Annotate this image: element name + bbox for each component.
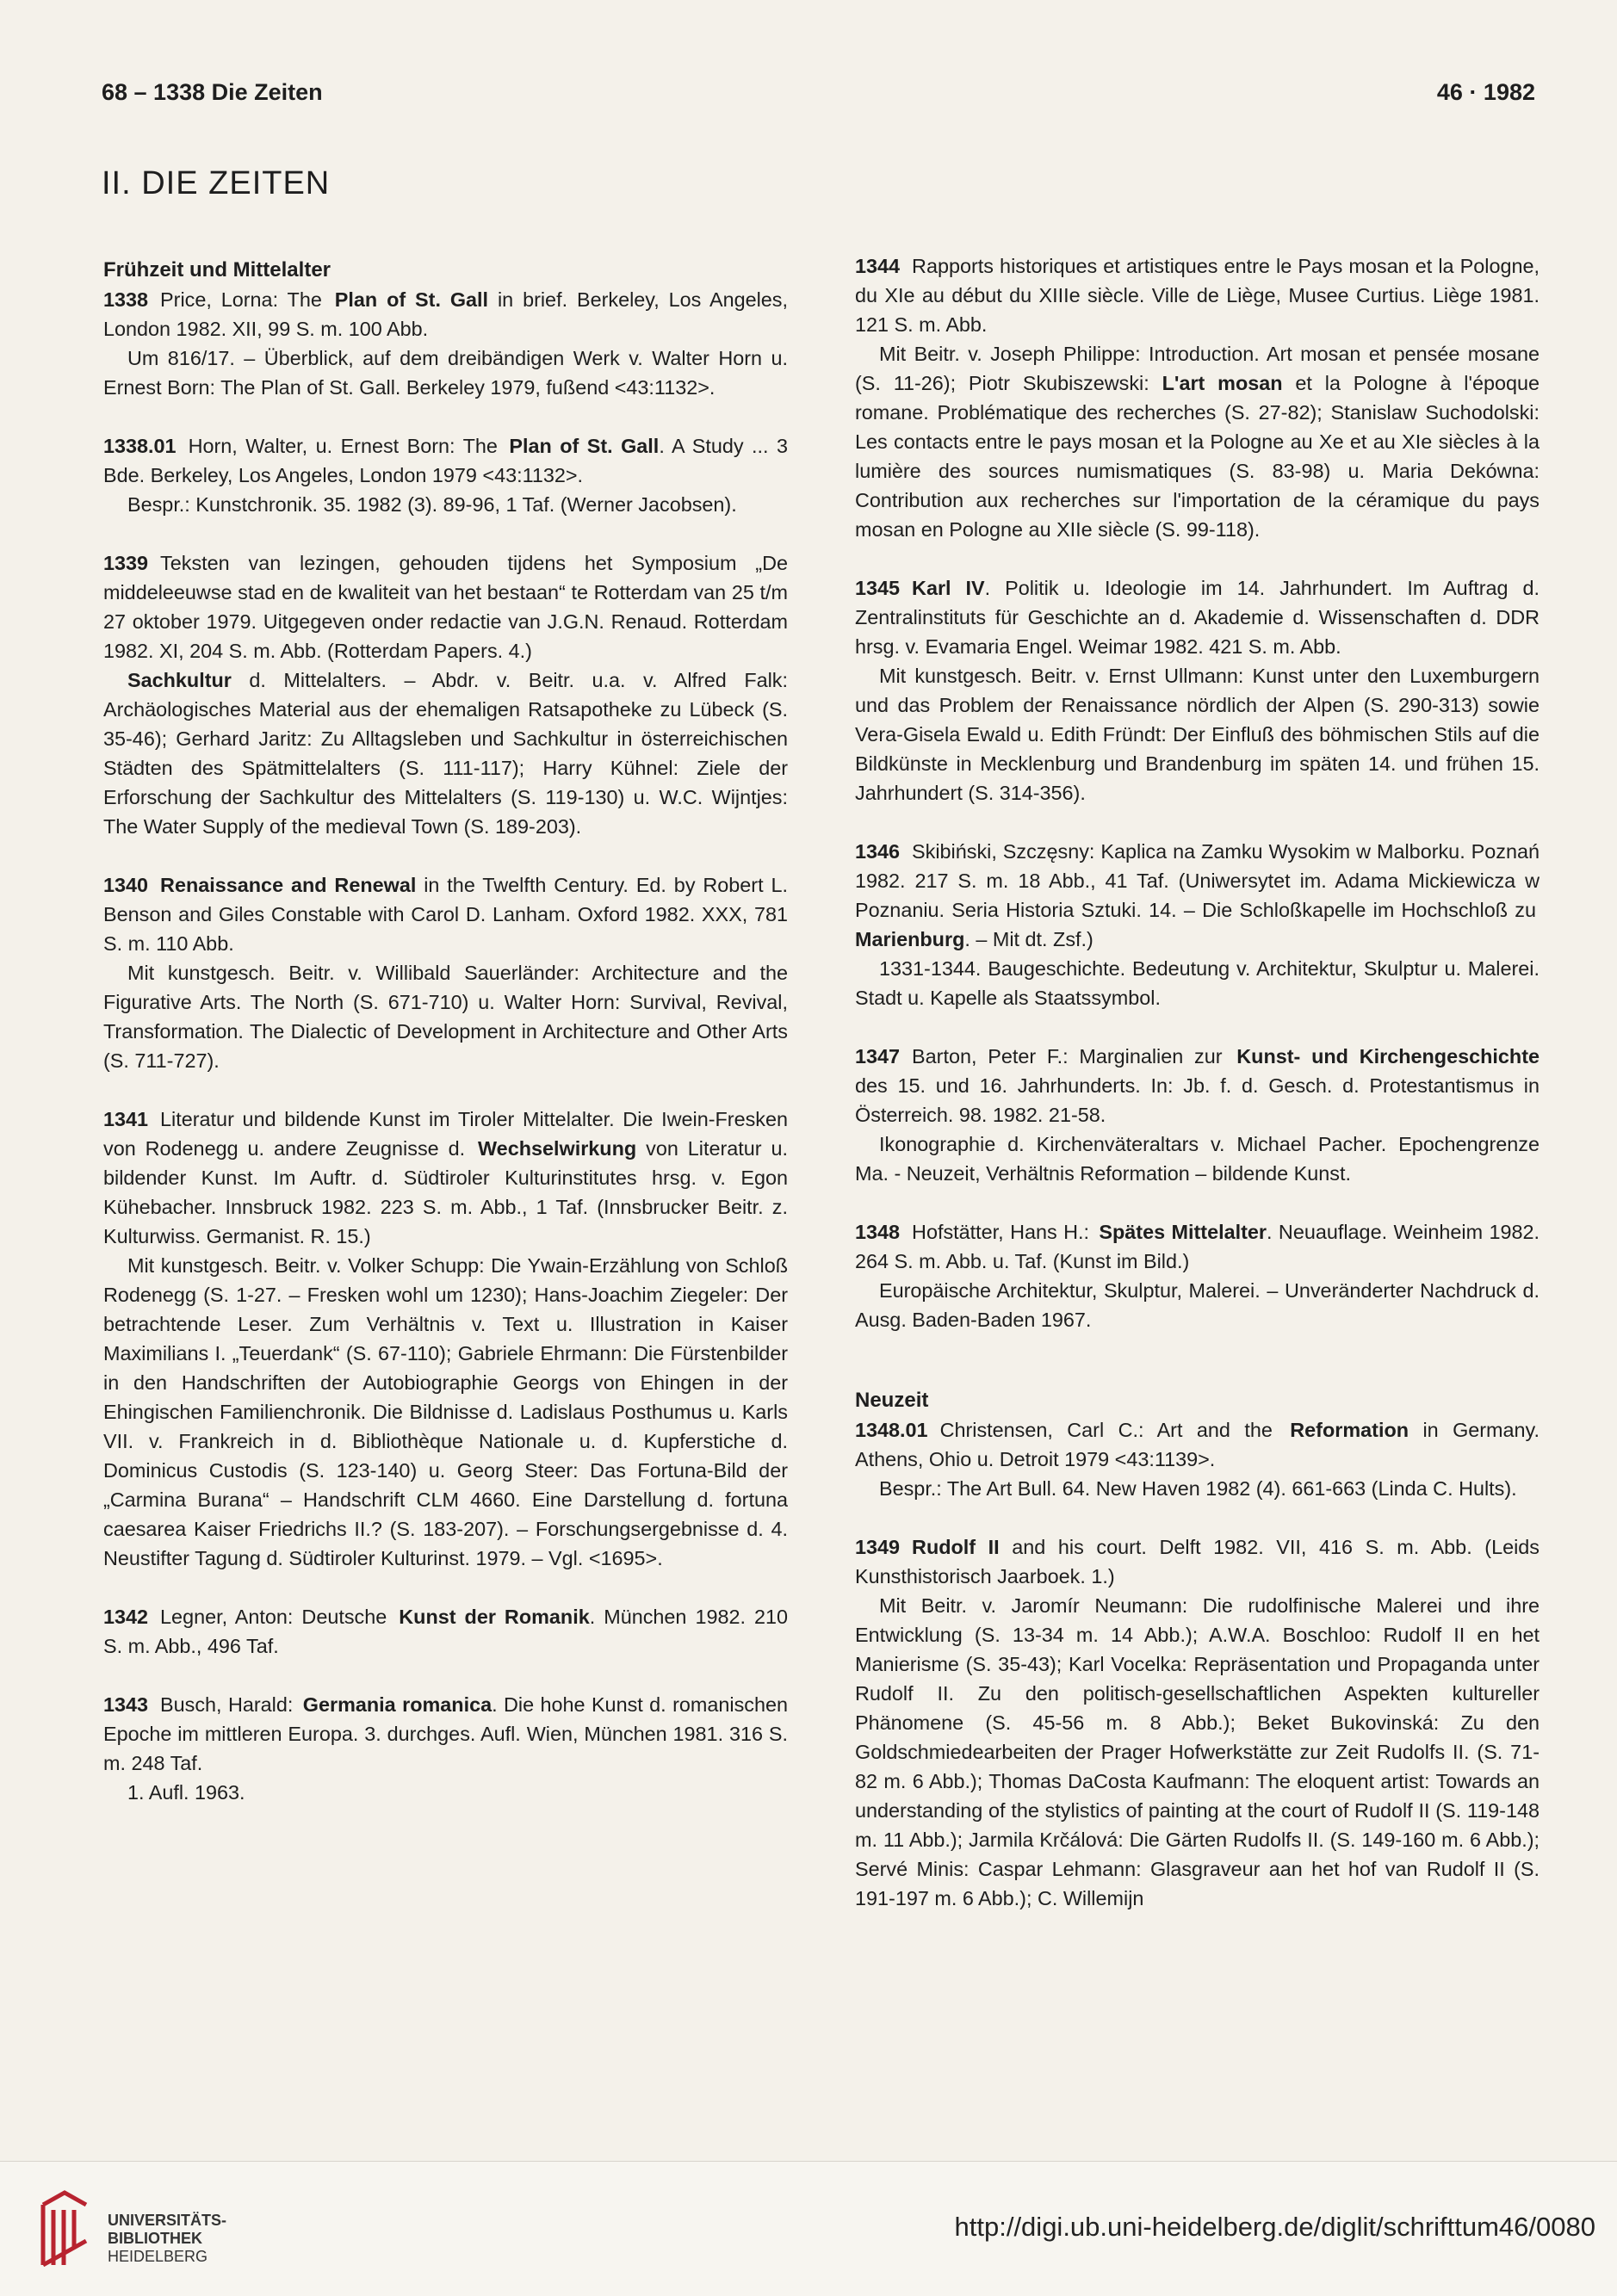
- entry-keyword: Germania romanica: [302, 1693, 493, 1716]
- entry-note: Mit kunstgesch. Beitr. v. Willibald Sauerländer: Architecture and the Figurative Arts. The North (S. 671-710) u. Walter Horn: Survival, Revival, Transformation. The Dialectic of Development in Architecture and Other Arts (S. 711-727).: [103, 962, 788, 1072]
- entry-1343: 1343 Busch, Harald: Germania romanica. Die hohe Kunst d. romanischen Epoche im mittleren Europa. 3. durchges. Aufl. Wien, München 1981. 316 S. m. 248 Taf. 1. Aufl. 1963.: [103, 1690, 788, 1807]
- entry-note: 1331-1344. Baugeschichte. Bedeutung v. Architektur, Skulptur u. Malerei. Stadt u. Kapelle als Staatssymbol.: [855, 957, 1540, 1009]
- entry-note: Mit Beitr. v. Jaromír Neumann: Die rudolfinische Malerei und ihre Entwicklung (S. 13-34 m. 14 Abb.); A.W.A. Boschloo: Rudolf II en het Manierisme (S. 35-43); Karl Vocelka: Repräsentation und Propaganda unter Rudolf II. Zu den politisch-gesellschaftlichen Aspekten kultureller Phänomene (S. 45-56 m. 8 Abb.); Beket Bukovinská: Zu den Goldschmiedearbeiten der Prager Hofwerkstätte zur Zeit Rudolfs II. (S. 71-82 m. 6 Abb.); Thomas DaCosta Kaufmann: The eloquent artist: Towards an understanding of the stylistics of painting at the court of Rudolf II (S. 119-148 m. 11 Abb.); Jarmila Krčálová: Die Gärten Rudolfs II. (S. 149-160 m. 6 Abb.); Servé Minis: Caspar Lehmann: Glasgraveur aan het hof van Rudolf II (S. 191-197 m. 6 Abb.); C. Willemijn: [855, 1594, 1540, 1909]
- entry-keyword: Spätes Mittelalter: [1099, 1221, 1267, 1243]
- entry-1340: 1340 Renaissance and Renewal in the Twelfth Century. Ed. by Robert L. Benson and Giles Constable with Carol D. Lanham. Oxford 1982. XXX, 781 S. m. 110 Abb. Mit kunstgesch. Beitr. v. Willibald Sauerländer: Architecture and the Figurative Arts. The North (S. 671-710) u. Walter Horn: Survival, Revival, Transformation. The Dialectic of Development in Architecture and Other Arts (S. 711-727).: [103, 870, 788, 1075]
- entry-1339: 1339 Teksten van lezingen, gehouden tijdens het Symposium „De middeleeuwse stad en de kwaliteit van het bestaan“ te Rotterdam van 25 t/m 27 oktober 1979. Uitgegeven onder redactie van J.G.N. Renaud. Rotterdam 1982. XI, 204 S. m. Abb. (Rotterdam Papers. 4.) Sachkultur d. Mittelalters. – Abdr. v. Beitr. u.a. v. Alfred Falk: Archäologisches Material aus der ehemaligen Ratsapotheke zu Lübeck (S. 35-46); Gerhard Jaritz: Zu Alltagsleben und Sachkultur in österreichischen Städten des Spätmittelalters (S. 111-117); Harry Kühnel: Ziele der Erforschung der Sachkultur des Mittelalters (S. 119-130) u. W.C. Wijntjes: The Water Supply of the medieval Town (S. 189-203).: [103, 548, 788, 841]
- entry-keyword: Marienburg: [855, 928, 965, 950]
- entry-keyword: Sachkultur: [127, 669, 232, 691]
- entry-keyword: Renaissance and Renewal: [160, 874, 417, 896]
- entry-note: Europäische Architektur, Skulptur, Malerei. – Unveränderter Nachdruck d. Ausg. Baden-Baden 1967.: [855, 1279, 1540, 1331]
- entry-number: 1345: [855, 577, 901, 599]
- entry-number: 1338.01: [103, 435, 177, 457]
- entry-note: Bespr.: Kunstchronik. 35. 1982 (3). 89-96, 1 Taf. (Werner Jacobsen).: [127, 493, 737, 516]
- entry-1342: 1342 Legner, Anton: Deutsche Kunst der Romanik. München 1982. 210 S. m. Abb., 496 Taf.: [103, 1606, 789, 1657]
- ub-heidelberg-logo-icon: [34, 2188, 95, 2270]
- digitization-footer: [0, 2161, 1617, 2296]
- entry-note: Mit Beitr. v. Joseph Philippe: Introduction. Art mosan et pensée mosane (S. 11-26); Piotr Skubiszewski: L'art mosan et la Pologne à l'époque romane. Problématique des recherches (S. 27-82); Stanislaw Suchodolski: Les contacts entre le pays mosan et la Pologne au Xe et au XIe siècles à la lumière des sources numismatiques (S. 83-98) u. Maria Dekówna: Contribution aux recherches sur l'importation de la céramique du pays mosan en Pologne au XIIe siècle (S. 99-118).: [855, 343, 1540, 541]
- entry-note: 1. Aufl. 1963.: [127, 1781, 245, 1804]
- subhead-fruehzeit: Frühzeit und Mittelalter: [103, 258, 331, 282]
- library-name: UNIVERSITÄTS- BIBLIOTHEK HEIDELBERG: [108, 2212, 227, 2265]
- entry-keyword: Kunst- und Kirchengeschichte: [1236, 1045, 1540, 1068]
- entry-1341: 1341 Literatur und bildende Kunst im Tiroler Mittelalter. Die Iwein-Fresken von Rodenegg u. andere Zeugnisse d. Wechselwirkung von Literatur u. bildender Kunst. Im Auftr. d. Südtiroler Kulturinstitutes hrsg. v. Egon Kühebacher. Innsbruck 1982. 223 S. m. Abb., 1 Taf. (Innsbrucker Beitr. z. Kulturwiss. Germanist. R. 15.) Mit kunstgesch. Beitr. v. Volker Schupp: Die Ywain-Erzählung von Schloß Rodenegg (S. 1-27. – Fresken wohl um 1230); Hans-Joachim Ziegeler: Der betrachtende Leser. Zum Verhältnis v. Text u. Illustration in Kaiser Maximilians I. „Teuerdank“ (S. 67-110); Gabriele Ehrmann: Die Fürstenbilder in den Handschriften der Autobiographie Georgs von Ehingen in der Ehingischen Familienchronik. Die Bildnisse d. Ladislaus Posthumus u. Karls VII. v. Frankreich in d. Bibliothèque Nationale u. d. Kupferstiche d. Dominicus Custodis (S. 123-140) u. Georg Steer: Das Fortuna-Bild der „Carmina Burana“ – Handschrift CLM 4660. Eine Darstellung d. fortuna caesarea Kaiser Friedrichs II.? (S. 183-207). – Forschungsergebnisse d. 4. Neustifter Tagung d. Südtiroler Kulturinst. 1979. – Vgl. <1695>.: [103, 1105, 788, 1573]
- entry-number: 1349: [855, 1536, 901, 1558]
- entry-note: Bespr.: The Art Bull. 64. New Haven 1982 (4). 661-663 (Linda C. Hults).: [879, 1477, 1517, 1500]
- entry-note: Ikonographie d. Kirchenväteraltars v. Michael Pacher. Epochengrenze Ma. - Neuzeit, Verhältnis Reformation – bildende Kunst.: [855, 1133, 1540, 1185]
- entry-1344: 1344 Rapports historiques et artistiques entre le Pays mosan et la Pologne, du XIe au début du XIIIe siècle. Ville de Liège, Musee Curtius. Liège 1981. 121 S. m. Abb. Mit Beitr. v. Joseph Philippe: Introduction. Art mosan et pensée mosane (S. 11-26); Piotr Skubiszewski: L'art mosan et la Pologne à l'époque romane. Problématique des recherches (S. 27-82); Stanislaw Suchodolski: Les contacts entre le pays mosan et la Pologne au Xe et au XIe siècles à la lumière des sources numismatiques (S. 83-98) u. Maria Dekówna: Contribution aux recherches sur l'importation de la céramique du pays mosan en Pologne au XIIe siècle (S. 99-118).: [855, 251, 1540, 544]
- entry-note: Um 816/17. – Überblick, auf dem dreibändigen Werk v. Walter Horn u. Ernest Born: The Plan of St. Gall. Berkeley 1979, fußend <43:1132>.: [103, 347, 788, 399]
- section-title: II. DIE ZEITEN: [102, 165, 331, 201]
- entry-number: 1348: [855, 1221, 901, 1243]
- entry-note: Sachkultur d. Mittelalters. – Abdr. v. Beitr. u.a. v. Alfred Falk: Archäologisches Material aus der ehemaligen Ratsapotheke zu Lübeck (S. 35-46); Gerhard Jaritz: Zu Alltagsleben und Sachkultur in österreichischen Städten des Spätmittelalters (S. 111-117); Harry Kühnel: Ziele der Erforschung der Sachkultur des Mittelalters (S. 119-130) u. W.C. Wijntjes: The Water Supply of the medieval Town (S. 189-203).: [103, 669, 789, 838]
- entry-1338: 1338 Price, Lorna: The Plan of St. Gall in brief. Berkeley, Los Angeles, London 1982. XII, 99 S. m. 100 Abb. Um 816/17. – Überblick, auf dem dreibändigen Werk v. Walter Horn u. Ernest Born: The Plan of St. Gall. Berkeley 1979, fußend <43:1132>.: [103, 285, 788, 402]
- entry-1348-01: 1348.01 Christensen, Carl C.: Art and the Reformation in Germany. Athens, Ohio u. Detroit 1979 <43:1139>. Bespr.: The Art Bull. 64. New Haven 1982 (4). 661-663 (Linda C. Hults).: [855, 1415, 1540, 1503]
- entry-1338-01: 1338.01 Horn, Walter, u. Ernest Born: The Plan of St. Gall. A Study ... 3 Bde. Berkeley, Los Angeles, London 1979 <43:1132>. Bespr.: Kunstchronik. 35. 1982 (3). 89-96, 1 Taf. (Werner Jacobsen).: [103, 431, 788, 519]
- entry-number: 1347: [855, 1045, 901, 1068]
- entry-keyword: Karl IV: [912, 577, 985, 599]
- entry-number: 1340: [103, 874, 149, 896]
- entry-keyword: Rudolf II: [912, 1536, 1000, 1558]
- header-left: 68 – 1338 Die Zeiten: [102, 79, 323, 105]
- entry-keyword: L'art mosan: [1162, 372, 1283, 394]
- right-column: [855, 251, 1540, 1942]
- entry-number: 1338: [103, 288, 149, 311]
- entry-keyword: Reformation: [1290, 1419, 1409, 1441]
- entry-note: Mit kunstgesch. Beitr. v. Volker Schupp: Die Ywain-Erzählung von Schloß Rodenegg (S. 1-27. – Fresken wohl um 1230); Hans-Joachim Ziegeler: Der betrachtende Leser. Zum Verhältnis v. Text u. Illustration in Kaiser Maximilians I. „Teuerdank“ (S. 67-110); Gabriele Ehrmann: Die Fürstenbilder in den Handschriften der Autobiographie Georgs von Ehingen in der Ehingischen Familienchronik. Die Bildnisse d. Ladislaus Posthumus u. Karls VII. v. Frankreich in d. Bibliothèque Nationale u. d. Kupferstiche d. Dominicus Custodis (S. 123-140) u. Georg Steer: Das Fortuna-Bild der „Carmina Burana“ – Handschrift CLM 4660. Eine Darstellung d. fortuna caesarea Kaiser Friedrichs II.? (S. 183-207). – Forschungsergebnisse d. 4. Neustifter Tagung d. Südtiroler Kulturinst. 1979. – Vgl. <1695>.: [103, 1254, 788, 1569]
- entry-keyword: Plan of St. Gall: [334, 288, 489, 311]
- header-right: 46 · 1982: [1436, 79, 1535, 105]
- left-column: [103, 256, 788, 1836]
- entry-number: 1341: [103, 1108, 149, 1130]
- entry-number: 1342: [103, 1606, 149, 1628]
- entry-1346: 1346 Skibiński, Szczęsny: Kaplica na Zamku Wysokim w Malborku. Poznań 1982. 217 S. m. 18 Abb., 41 Taf. (Uniwersytet im. Adama Mickiewicza w Poznaniu. Seria Historia Sztuki. 14. – Die Schloßkapelle im Hochschloß zu Marienburg. – Mit dt. Zsf.) 1331-1344. Baugeschichte. Bedeutung v. Architektur, Skulptur u. Malerei. Stadt u. Kapelle als Staatssymbol.: [855, 837, 1540, 1012]
- entry-number: 1344: [855, 255, 901, 277]
- entry-number: 1348.01: [855, 1419, 928, 1441]
- entry-number: 1346: [855, 840, 901, 863]
- entry-keyword: Kunst der Romanik: [399, 1606, 590, 1628]
- running-header: [102, 79, 1535, 106]
- entry-keyword: Wechselwirkung: [478, 1137, 637, 1160]
- entry-1347: 1347 Barton, Peter F.: Marginalien zur Kunst- und Kirchengeschichte des 15. und 16. Jahrhunderts. In: Jb. f. d. Gesch. d. Protestantismus in Österreich. 98. 1982. 21-58. Ikonographie d. Kirchenväteraltars v. Michael Pacher. Epochengrenze Ma. - Neuzeit, Verhältnis Reformation – bildende Kunst.: [855, 1042, 1540, 1188]
- entry-number: 1339: [103, 552, 149, 574]
- entry-1348: 1348 Hofstätter, Hans H.: Spätes Mittelalter. Neuauflage. Weinheim 1982. 264 S. m. Abb. u. Taf. (Kunst im Bild.) Europäische Architektur, Skulptur, Malerei. – Unveränderter Nachdruck d. Ausg. Baden-Baden 1967.: [855, 1217, 1540, 1334]
- entry-note: Mit kunstgesch. Beitr. v. Ernst Ullmann: Kunst unter den Luxemburgern und das Problem der Renaissance nördlich der Alpen (S. 290-313) sowie Vera-Gisela Ewald u. Edith Fründt: Der Einfluß des böhmischen Stils auf die Bildkünste in Mecklenburg und Brandenburg im späten 14. und frühen 15. Jahrhundert (S. 314-356).: [855, 665, 1540, 804]
- subhead-neuzeit: Neuzeit: [855, 1389, 929, 1412]
- entry-1349: 1349 Rudolf II and his court. Delft 1982. VII, 416 S. m. Abb. (Leids Kunsthistorisch Jaarboek. 1.) Mit Beitr. v. Jaromír Neumann: Die rudolfinische Malerei und ihre Entwicklung (S. 13-34 m. 14 Abb.); A.W.A. Boschloo: Rudolf II en het Manierisme (S. 35-43); Karl Vocelka: Repräsentation und Propaganda unter Rudolf II. Zu den politisch-gesellschaftlichen Aspekten kultureller Phänomene (S. 45-56 m. 8 Abb.); Beket Bukovinská: Zu den Goldschmiedearbeiten der Prager Hofwerkstätte zur Zeit Rudolfs II. (S. 71-82 m. 6 Abb.); Thomas DaCosta Kaufmann: The eloquent artist: Towards an understanding of the stylistics of painting at the court of Rudolf II (S. 119-148 m. 11 Abb.); Jarmila Krčálová: Die Gärten Rudolfs II. (S. 149-160 m. 6 Abb.); Servé Minis: Caspar Lehmann: Glasgraveur aan het hof van Rudolf II (S. 191-197 m. 6 Abb.); C. Willemijn: [855, 1532, 1540, 1913]
- entry-keyword: Plan of St. Gall: [509, 435, 660, 457]
- entry-number: 1343: [103, 1693, 149, 1716]
- source-url-link[interactable]: http://digi.ub.uni-heidelberg.de/diglit/schrifttum46/0080: [954, 2212, 1595, 2242]
- entry-1345: 1345 Karl IV. Politik u. Ideologie im 14. Jahrhundert. Im Auftrag d. Zentralinstituts für Geschichte an d. Akademie d. Wissenschaften d. DDR hrsg. v. Evamaria Engel. Weimar 1982. 421 S. m. Abb. Mit kunstgesch. Beitr. v. Ernst Ullmann: Kunst unter den Luxemburgern und das Problem der Renaissance nördlich der Alpen (S. 290-313) sowie Vera-Gisela Ewald u. Edith Fründt: Der Einfluß des böhmischen Stils auf die Bildkünste in Mecklenburg und Brandenburg im späten 14. und frühen 15. Jahrhundert (S. 314-356).: [855, 573, 1540, 808]
